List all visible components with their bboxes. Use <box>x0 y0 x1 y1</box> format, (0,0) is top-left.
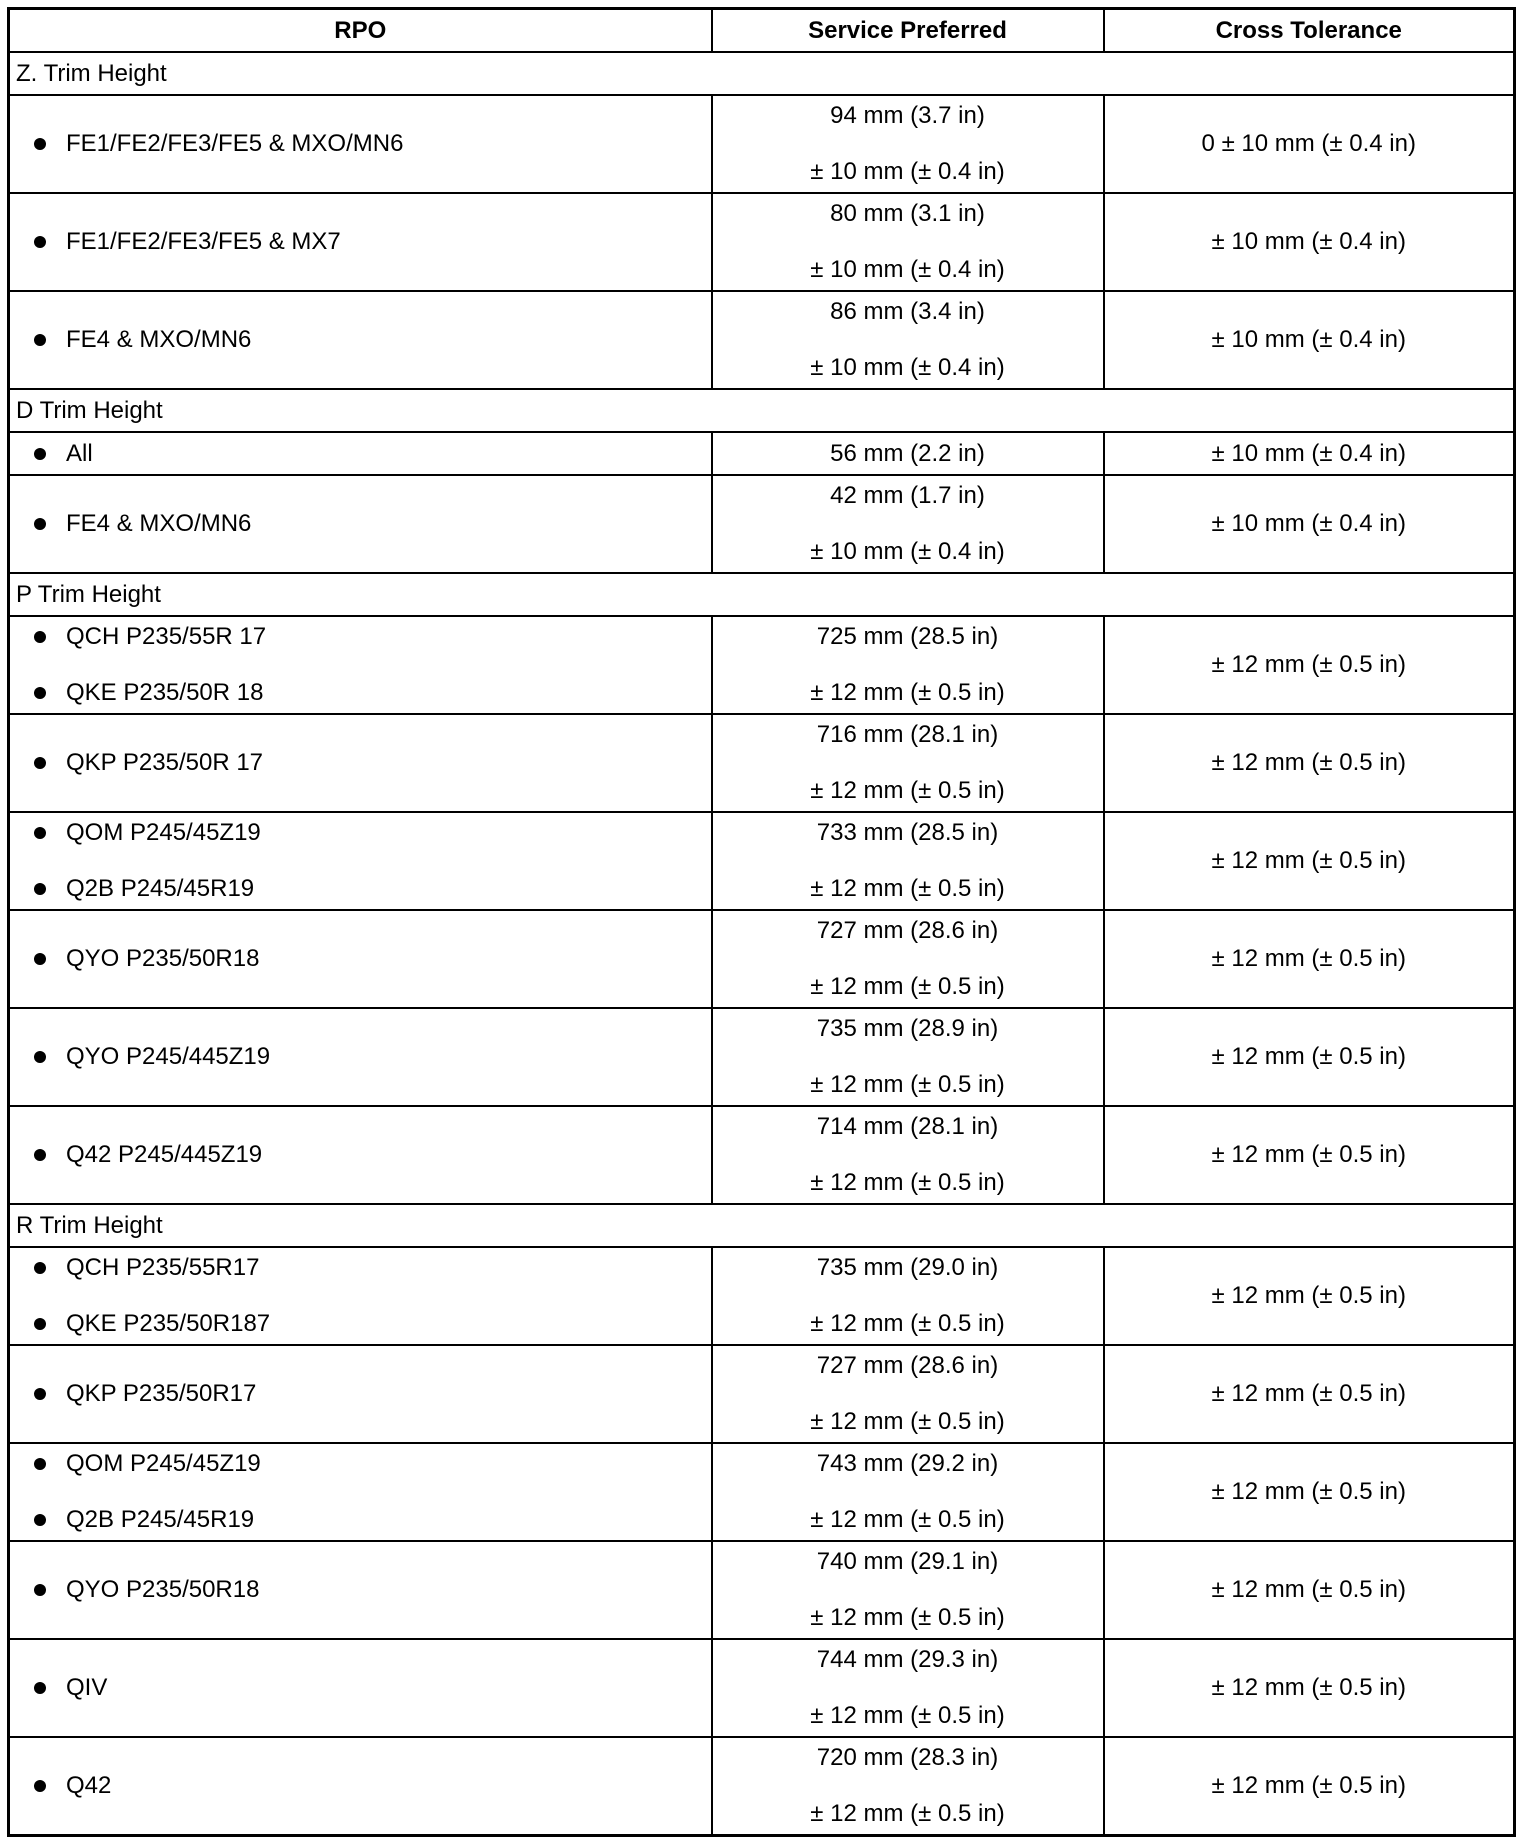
service-tolerance: ± 12 mm (± 0.5 in) <box>810 1071 1005 1098</box>
rpo-cell <box>9 1345 712 1443</box>
rpo-cell <box>9 475 712 573</box>
section-title: P Trim Height <box>9 573 1515 616</box>
service-preferred-cell <box>712 432 1104 475</box>
rpo-label: QKP P235/50R17 <box>66 1380 257 1407</box>
service-preferred-cell <box>712 910 1104 1008</box>
trim-height-table <box>7 7 1516 1837</box>
cross-tolerance-cell: 0 ± 10 mm (± 0.4 in) <box>1104 95 1515 193</box>
rpo-item <box>34 1772 711 1800</box>
table-row <box>9 432 1515 475</box>
rpo-item <box>34 1043 711 1071</box>
service-value: 714 mm (28.1 in) <box>816 1113 999 1140</box>
service-preferred-cell <box>712 616 1104 714</box>
bullet-icon <box>34 236 46 248</box>
rpo-item <box>34 679 711 707</box>
section-title: R Trim Height <box>9 1204 1515 1247</box>
table-row <box>9 812 1515 910</box>
service-tolerance: ± 12 mm (± 0.5 in) <box>810 875 1005 902</box>
cross-tolerance-cell: ± 12 mm (± 0.5 in) <box>1104 1737 1515 1836</box>
rpo-item <box>34 1506 711 1534</box>
cross-tolerance-cell: ± 10 mm (± 0.4 in) <box>1104 291 1515 389</box>
rpo-item <box>34 1141 711 1169</box>
rpo-item <box>34 1310 711 1338</box>
document <box>7 7 1513 1837</box>
service-value: 42 mm (1.7 in) <box>830 482 985 509</box>
service-value: 94 mm (3.7 in) <box>830 102 985 129</box>
rpo-item <box>34 510 711 538</box>
rpo-item <box>34 749 711 777</box>
cross-tolerance-cell: ± 12 mm (± 0.5 in) <box>1104 1247 1515 1345</box>
service-preferred-cell <box>712 1008 1104 1106</box>
rpo-label: FE4 & MXO/MN6 <box>66 326 252 353</box>
service-preferred-cell <box>712 95 1104 193</box>
rpo-item <box>34 1450 711 1478</box>
rpo-cell <box>9 193 712 291</box>
bullet-icon <box>34 448 46 460</box>
rpo-item <box>34 1576 711 1604</box>
table-row <box>9 1737 1515 1836</box>
cross-tolerance-cell: ± 12 mm (± 0.5 in) <box>1104 1008 1515 1106</box>
service-value: 727 mm (28.6 in) <box>816 1352 999 1379</box>
table-row <box>9 1008 1515 1106</box>
bullet-icon <box>34 1682 46 1694</box>
rpo-item <box>34 875 711 903</box>
rpo-cell <box>9 714 712 812</box>
cross-tolerance-cell: ± 12 mm (± 0.5 in) <box>1104 1639 1515 1737</box>
bullet-icon <box>34 631 46 643</box>
bullet-icon <box>34 1780 46 1792</box>
header-rpo: RPO <box>9 9 712 53</box>
section-row <box>9 573 1515 616</box>
rpo-label: FE1/FE2/FE3/FE5 & MX7 <box>66 228 341 255</box>
service-preferred-cell <box>712 291 1104 389</box>
service-tolerance: ± 12 mm (± 0.5 in) <box>810 1506 1005 1533</box>
table-row <box>9 291 1515 389</box>
rpo-item <box>34 1254 711 1282</box>
table-row <box>9 95 1515 193</box>
bullet-icon <box>34 1458 46 1470</box>
rpo-cell <box>9 1443 712 1541</box>
bullet-icon <box>34 687 46 699</box>
service-preferred-cell <box>712 475 1104 573</box>
rpo-cell <box>9 1008 712 1106</box>
service-value: 733 mm (28.5 in) <box>816 819 999 846</box>
bullet-icon <box>34 1514 46 1526</box>
rpo-label: Q42 <box>66 1772 112 1799</box>
bullet-icon <box>34 883 46 895</box>
service-value: 56 mm (2.2 in) <box>830 439 985 467</box>
table-row <box>9 616 1515 714</box>
rpo-cell <box>9 616 712 714</box>
service-preferred-cell <box>712 714 1104 812</box>
rpo-label: QYO P235/50R18 <box>66 1576 260 1603</box>
rpo-cell <box>9 1737 712 1836</box>
header-service-preferred: Service Preferred <box>712 9 1104 53</box>
service-tolerance: ± 10 mm (± 0.4 in) <box>810 158 1005 185</box>
header-cross-tolerance: Cross Tolerance <box>1104 9 1515 53</box>
service-value: 743 mm (29.2 in) <box>816 1450 999 1477</box>
bullet-icon <box>34 1388 46 1400</box>
rpo-label: All <box>66 439 93 467</box>
table-row <box>9 1345 1515 1443</box>
cross-tolerance-cell: ± 12 mm (± 0.5 in) <box>1104 910 1515 1008</box>
section-row <box>9 389 1515 432</box>
bullet-icon <box>34 953 46 965</box>
service-tolerance: ± 12 mm (± 0.5 in) <box>810 679 1005 706</box>
service-value: 735 mm (28.9 in) <box>816 1015 999 1042</box>
cross-tolerance-cell: ± 10 mm (± 0.4 in) <box>1104 193 1515 291</box>
bullet-icon <box>34 1318 46 1330</box>
rpo-label: QYO P245/445Z19 <box>66 1043 271 1070</box>
service-value: 744 mm (29.3 in) <box>816 1646 999 1673</box>
table-row <box>9 714 1515 812</box>
rpo-label: Q2B P245/45R19 <box>66 1506 255 1533</box>
bullet-icon <box>34 1584 46 1596</box>
bullet-icon <box>34 138 46 150</box>
table-body <box>9 52 1515 1836</box>
rpo-cell <box>9 1541 712 1639</box>
rpo-cell <box>9 812 712 910</box>
service-value: 727 mm (28.6 in) <box>816 917 999 944</box>
service-value: 86 mm (3.4 in) <box>830 298 985 325</box>
service-tolerance: ± 10 mm (± 0.4 in) <box>810 354 1005 381</box>
rpo-label: QYO P235/50R18 <box>66 945 260 972</box>
rpo-item <box>34 1380 711 1408</box>
service-preferred-cell <box>712 1541 1104 1639</box>
rpo-label: QKP P235/50R 17 <box>66 749 264 776</box>
cross-tolerance-cell: ± 12 mm (± 0.5 in) <box>1104 1443 1515 1541</box>
rpo-item <box>34 623 711 651</box>
rpo-label: QIV <box>66 1674 108 1701</box>
cross-tolerance-cell: ± 12 mm (± 0.5 in) <box>1104 714 1515 812</box>
bullet-icon <box>34 1149 46 1161</box>
rpo-cell <box>9 95 712 193</box>
rpo-item <box>34 326 711 354</box>
service-value: 725 mm (28.5 in) <box>816 623 999 650</box>
table-row <box>9 1541 1515 1639</box>
service-value: 80 mm (3.1 in) <box>830 200 985 227</box>
service-preferred-cell <box>712 193 1104 291</box>
rpo-label: QCH P235/55R 17 <box>66 623 267 650</box>
rpo-cell <box>9 432 712 475</box>
rpo-label: QOM P245/45Z19 <box>66 819 261 846</box>
cross-tolerance-cell: ± 12 mm (± 0.5 in) <box>1104 1541 1515 1639</box>
table-row <box>9 1106 1515 1204</box>
service-tolerance: ± 12 mm (± 0.5 in) <box>810 1408 1005 1435</box>
rpo-item <box>34 1674 711 1702</box>
table-row <box>9 1639 1515 1737</box>
section-title: Z. Trim Height <box>9 52 1515 95</box>
cross-tolerance-cell: ± 12 mm (± 0.5 in) <box>1104 1106 1515 1204</box>
service-preferred-cell <box>712 812 1104 910</box>
bullet-icon <box>34 827 46 839</box>
service-tolerance: ± 12 mm (± 0.5 in) <box>810 777 1005 804</box>
rpo-label: QKE P235/50R 18 <box>66 679 264 706</box>
section-row <box>9 52 1515 95</box>
service-preferred-cell <box>712 1345 1104 1443</box>
section-row <box>9 1204 1515 1247</box>
service-tolerance: ± 12 mm (± 0.5 in) <box>810 1604 1005 1631</box>
service-preferred-cell <box>712 1737 1104 1836</box>
service-tolerance: ± 12 mm (± 0.5 in) <box>810 973 1005 1000</box>
rpo-label: FE4 & MXO/MN6 <box>66 510 252 537</box>
rpo-cell <box>9 1639 712 1737</box>
section-title: D Trim Height <box>9 389 1515 432</box>
bullet-icon <box>34 334 46 346</box>
cross-tolerance-cell: ± 12 mm (± 0.5 in) <box>1104 812 1515 910</box>
service-tolerance: ± 10 mm (± 0.4 in) <box>810 256 1005 283</box>
cross-tolerance-cell: ± 10 mm (± 0.4 in) <box>1104 432 1515 475</box>
rpo-label: Q42 P245/445Z19 <box>66 1141 263 1168</box>
table-row <box>9 1443 1515 1541</box>
rpo-cell <box>9 291 712 389</box>
rpo-item <box>34 819 711 847</box>
rpo-item <box>34 440 711 468</box>
bullet-icon <box>34 1262 46 1274</box>
bullet-icon <box>34 757 46 769</box>
service-value: 720 mm (28.3 in) <box>816 1744 999 1771</box>
rpo-item <box>34 130 711 158</box>
rpo-label: QCH P235/55R17 <box>66 1254 260 1281</box>
rpo-label: QKE P235/50R187 <box>66 1310 271 1337</box>
service-value: 740 mm (29.1 in) <box>816 1548 999 1575</box>
table-row <box>9 1247 1515 1345</box>
table-row <box>9 910 1515 1008</box>
service-value: 735 mm (29.0 in) <box>816 1254 999 1281</box>
cross-tolerance-cell: ± 10 mm (± 0.4 in) <box>1104 475 1515 573</box>
rpo-cell <box>9 1106 712 1204</box>
cross-tolerance-cell: ± 12 mm (± 0.5 in) <box>1104 616 1515 714</box>
rpo-item <box>34 945 711 973</box>
rpo-label: QOM P245/45Z19 <box>66 1450 261 1477</box>
service-preferred-cell <box>712 1106 1104 1204</box>
service-value: 716 mm (28.1 in) <box>816 721 999 748</box>
service-tolerance: ± 12 mm (± 0.5 in) <box>810 1800 1005 1827</box>
table-row <box>9 475 1515 573</box>
header-row <box>9 9 1515 53</box>
service-tolerance: ± 12 mm (± 0.5 in) <box>810 1702 1005 1729</box>
rpo-label: Q2B P245/45R19 <box>66 875 255 902</box>
rpo-label: FE1/FE2/FE3/FE5 & MXO/MN6 <box>66 130 404 157</box>
service-tolerance: ± 12 mm (± 0.5 in) <box>810 1310 1005 1337</box>
rpo-cell <box>9 1247 712 1345</box>
service-tolerance: ± 12 mm (± 0.5 in) <box>810 1169 1005 1196</box>
cross-tolerance-cell: ± 12 mm (± 0.5 in) <box>1104 1345 1515 1443</box>
service-preferred-cell <box>712 1443 1104 1541</box>
bullet-icon <box>34 1051 46 1063</box>
rpo-cell <box>9 910 712 1008</box>
service-preferred-cell <box>712 1639 1104 1737</box>
service-tolerance: ± 10 mm (± 0.4 in) <box>810 538 1005 565</box>
service-preferred-cell <box>712 1247 1104 1345</box>
rpo-item <box>34 228 711 256</box>
bullet-icon <box>34 518 46 530</box>
table-row <box>9 193 1515 291</box>
